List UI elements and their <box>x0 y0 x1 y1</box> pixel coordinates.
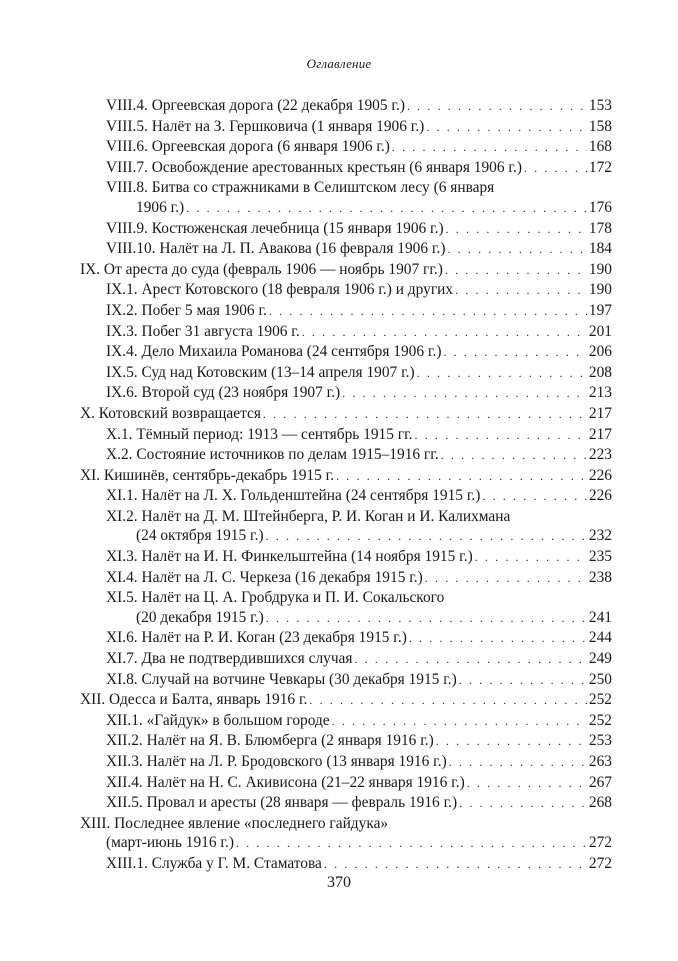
toc-entry-page: 267 <box>588 773 612 791</box>
toc-entry-continuation <box>80 526 612 547</box>
dot-leader <box>332 712 587 732</box>
toc-entry-title: XI.6. Налёт на Р. И. Коган (23 декабря 1915 г.) <box>106 629 407 647</box>
dot-leader <box>269 302 587 322</box>
toc-entry-line <box>80 628 612 649</box>
toc-entry <box>80 690 612 711</box>
dot-leader <box>447 240 586 260</box>
dot-leader <box>449 753 587 773</box>
toc-entry-title: XII.5. Провал и аресты (28 января — февраль 1916 г.) <box>106 794 458 812</box>
toc-entry-line <box>80 239 612 260</box>
dot-leader <box>336 467 587 487</box>
toc-entry-line <box>80 404 612 425</box>
toc-entry-page: 190 <box>588 281 612 299</box>
toc-entry-line <box>80 445 612 466</box>
dot-leader <box>407 97 587 117</box>
dot-leader <box>467 774 587 794</box>
page-number: 370 <box>327 874 351 891</box>
dot-leader <box>445 261 587 281</box>
toc-entry <box>80 158 612 179</box>
toc-entry-line <box>80 466 612 487</box>
dot-leader <box>425 569 587 589</box>
toc-entry-line <box>80 547 612 568</box>
toc-entry-title: IX.1. Арест Котовского (18 февраля 1906 г.) и других <box>106 281 454 299</box>
toc-entry-line <box>80 507 612 527</box>
toc-entry <box>80 628 612 649</box>
toc-entry-title: XII.1. «Гайдук» в большом городе <box>106 711 330 729</box>
toc-entry-page: 172 <box>588 158 612 176</box>
toc-entry <box>80 425 612 446</box>
toc-entry <box>80 260 612 281</box>
toc-entry-page: 272 <box>588 834 612 852</box>
toc-entry-page: 201 <box>588 322 612 340</box>
dot-leader <box>446 220 587 240</box>
toc-entry-page: 226 <box>588 466 612 484</box>
toc-entry <box>80 568 612 589</box>
toc-entry-title: VIII.7. Освобождение арестованных крестьян (6 января 1906 г.) <box>106 158 522 176</box>
dot-leader <box>415 426 587 446</box>
toc-entry <box>80 96 612 117</box>
toc-entry-page: 232 <box>588 527 612 545</box>
toc-entry-title: IX.4. Дело Михаила Романова (24 сентября 1906 г.) <box>106 343 442 361</box>
toc-entry-line <box>80 219 612 240</box>
toc-entry-continuation <box>80 833 612 854</box>
toc-entry-title: XI.3. Налёт на И. Н. Финкельштейна (14 ноября 1915 г.) <box>106 548 473 566</box>
toc-entry-page: 206 <box>588 343 612 361</box>
toc-entry <box>80 731 612 752</box>
toc-entry <box>80 322 612 343</box>
toc-entry <box>80 773 612 794</box>
toc-entry-page: 176 <box>588 198 612 216</box>
toc-entry-line <box>80 137 612 158</box>
dot-leader <box>459 794 587 814</box>
toc-entry-line <box>80 773 612 794</box>
dot-leader <box>392 138 587 158</box>
toc-entry-line <box>80 301 612 322</box>
table-of-contents <box>80 96 612 875</box>
toc-entry-title: 1906 г.) <box>136 198 185 216</box>
toc-entry-line <box>80 178 612 198</box>
dot-leader <box>482 487 587 507</box>
toc-entry <box>80 383 612 404</box>
toc-entry-title: VIII.8. Битва со стражниками в Селиштском лесу (6 января <box>106 179 495 197</box>
toc-entry-line <box>80 260 612 281</box>
toc-entry-page: 208 <box>588 363 612 381</box>
toc-entry <box>80 280 612 301</box>
dot-leader <box>263 405 587 425</box>
toc-entry <box>80 117 612 138</box>
toc-entry-line <box>80 588 612 608</box>
dot-leader <box>417 364 587 384</box>
toc-entry-title: VIII.4. Оргеевская дорога (22 декабря 1905 г.) <box>106 97 405 114</box>
toc-entry-page: 272 <box>588 854 612 872</box>
toc-entry <box>80 670 612 691</box>
toc-entry-title: (март-июнь 1916 г.) <box>106 834 234 852</box>
toc-entry-page: 153 <box>588 97 612 114</box>
toc-entry-line <box>80 363 612 384</box>
toc-entry-page: 213 <box>588 384 612 402</box>
toc-entry-line <box>80 96 612 117</box>
toc-entry <box>80 219 612 240</box>
toc-entry-title: XI.5. Налёт на Ц. А. Гробдрука и П. И. Сокальского <box>106 589 445 607</box>
toc-entry <box>80 239 612 260</box>
toc-entry-title: XI.2. Налёт на Д. М. Штейнберга, Р. И. Коган и И. Калихмана <box>106 507 511 525</box>
dot-leader <box>459 671 587 691</box>
dot-leader <box>441 446 587 466</box>
dot-leader <box>266 609 587 629</box>
toc-entry-title: XI.7. Два не подтвердившихся случая <box>106 650 353 668</box>
toc-entry-page: 197 <box>588 301 612 319</box>
toc-entry-title: X. Котовский возвращается <box>80 404 261 422</box>
toc-entry-title: XII.4. Налёт на Н. С. Акивисона (21–22 января 1916 г.) <box>106 773 465 791</box>
toc-entry-page: 158 <box>588 117 612 135</box>
toc-entry-page: 226 <box>588 487 612 505</box>
dot-leader <box>302 323 587 343</box>
dot-leader <box>266 527 587 547</box>
toc-entry-title: IX.3. Побег 31 августа 1906 г. <box>106 322 300 340</box>
toc-entry-line <box>80 731 612 752</box>
toc-entry-page: 238 <box>588 568 612 586</box>
toc-entry-title: XI.4. Налёт на Л. С. Черкеза (16 декабря 1915 г.) <box>106 568 423 586</box>
dot-leader <box>324 855 587 875</box>
toc-entry-title: XI.1. Налёт на Л. Х. Гольденштейна (24 сентября 1915 г.) <box>106 487 481 505</box>
dot-leader <box>236 834 587 854</box>
toc-entry-page: 235 <box>588 548 612 566</box>
toc-entry-title: XII.2. Налёт на Я. В. Блюмберга (2 января 1916 г.) <box>106 732 434 750</box>
dot-leader <box>524 159 587 179</box>
toc-entry-title: IX.2. Побег 5 мая 1906 г. <box>106 301 267 319</box>
toc-entry-line <box>80 814 612 834</box>
toc-entry-line <box>80 342 612 363</box>
toc-entry-line <box>80 854 612 875</box>
dot-leader <box>342 384 587 404</box>
dot-leader <box>354 650 586 670</box>
toc-entry-title: IX.6. Второй суд (23 ноября 1907 г.) <box>106 384 341 402</box>
toc-entry-line <box>80 280 612 301</box>
dot-leader <box>455 281 587 301</box>
toc-entry-title: XIII. Последнее явление «последнего гайдука» <box>80 814 389 832</box>
toc-entry-line <box>80 711 612 732</box>
toc-entry-continuation <box>80 198 612 219</box>
toc-entry-line <box>80 425 612 446</box>
dot-leader <box>426 118 587 138</box>
toc-entry <box>80 711 612 732</box>
toc-entry-title: XI. Кишинёв, сентябрь-декабрь 1915 г. <box>80 466 335 484</box>
toc-entry <box>80 466 612 487</box>
toc-entry-page: 190 <box>588 260 612 278</box>
toc-entry-title: IX. От ареста до суда (февраль 1906 — ноябрь 1907 гг.) <box>80 260 443 278</box>
toc-entry <box>80 793 612 814</box>
toc-entry <box>80 814 612 854</box>
toc-entry-page: 249 <box>588 650 612 668</box>
running-head: Оглавление <box>306 56 372 71</box>
dot-leader <box>475 548 587 568</box>
toc-entry-page: 241 <box>588 608 612 626</box>
toc-entry-line <box>80 690 612 711</box>
toc-entry-title: XII.3. Налёт на Л. Р. Бродовского (13 января 1916 г.) <box>106 753 447 770</box>
toc-entry-page: 217 <box>588 404 612 422</box>
toc-entry-page: 252 <box>588 711 612 729</box>
toc-entry-title: VIII.10. Налёт на Л. П. Авакова (16 февраля 1906 г.) <box>106 240 446 258</box>
toc-entry <box>80 507 612 547</box>
toc-entry <box>80 363 612 384</box>
toc-entry <box>80 486 612 507</box>
toc-entry <box>80 137 612 158</box>
toc-entry-line <box>80 322 612 343</box>
toc-entry-line <box>80 383 612 404</box>
toc-entry-page: 250 <box>588 670 612 688</box>
toc-entry <box>80 854 612 875</box>
toc-entry-page: 253 <box>588 732 612 750</box>
toc-entry-page: 252 <box>588 691 612 709</box>
toc-entry-page: 244 <box>588 629 612 647</box>
toc-entry-page: 178 <box>588 219 612 237</box>
toc-entry <box>80 588 612 628</box>
toc-entry-line <box>80 670 612 691</box>
dot-leader <box>309 691 587 711</box>
toc-entry-line <box>80 793 612 814</box>
toc-entry-line <box>80 649 612 670</box>
toc-entry <box>80 752 612 773</box>
toc-entry-title: XII. Одесса и Балта, январь 1916 г. <box>80 691 308 709</box>
toc-entry-line <box>80 568 612 589</box>
toc-entry <box>80 178 612 218</box>
toc-entry-title: (20 декабря 1915 г.) <box>136 608 264 626</box>
toc-entry-page: 217 <box>588 425 612 443</box>
toc-entry-page: 223 <box>588 446 612 464</box>
dot-leader <box>443 343 586 363</box>
toc-entry-title: VIII.6. Оргеевская дорога (6 января 1906 г.) <box>106 138 390 156</box>
toc-entry-title: VIII.9. Костюженская лечебница (15 января 1906 г.) <box>106 219 444 237</box>
toc-entry-title: X.2. Состояние источников по делам 1915–1916 гг. <box>106 446 439 464</box>
toc-entry-line <box>80 752 612 773</box>
toc-entry-page: 168 <box>588 138 612 156</box>
dot-leader <box>409 629 587 649</box>
toc-entry-page: 184 <box>588 240 612 258</box>
toc-entry <box>80 445 612 466</box>
toc-entry-title: XI.8. Случай на вотчине Чевкары (30 декабря 1915 г.) <box>106 670 457 688</box>
toc-entry <box>80 342 612 363</box>
toc-entry-title: VIII.5. Налёт на З. Гершковича (1 января 1906 г.) <box>106 117 425 135</box>
toc-entry-continuation <box>80 608 612 629</box>
dot-leader <box>186 199 587 219</box>
toc-entry <box>80 301 612 322</box>
toc-entry <box>80 649 612 670</box>
toc-entry-title: XIII.1. Служба у Г. М. Стаматова <box>106 854 322 872</box>
toc-entry-page: 268 <box>588 794 612 812</box>
toc-entry-title: X.1. Тёмный период: 1913 — сентябрь 1915 гг. <box>106 425 413 443</box>
dot-leader <box>436 732 587 752</box>
toc-entry <box>80 404 612 425</box>
toc-entry-page: 263 <box>588 753 612 770</box>
toc-entry-line <box>80 486 612 507</box>
toc-entry-line <box>80 117 612 138</box>
toc-entry-line <box>80 158 612 179</box>
toc-entry <box>80 547 612 568</box>
toc-entry-title: (24 октября 1915 г.) <box>136 527 264 545</box>
toc-entry-title: IX.5. Суд над Котовским (13–14 апреля 1907 г.) <box>106 363 415 381</box>
